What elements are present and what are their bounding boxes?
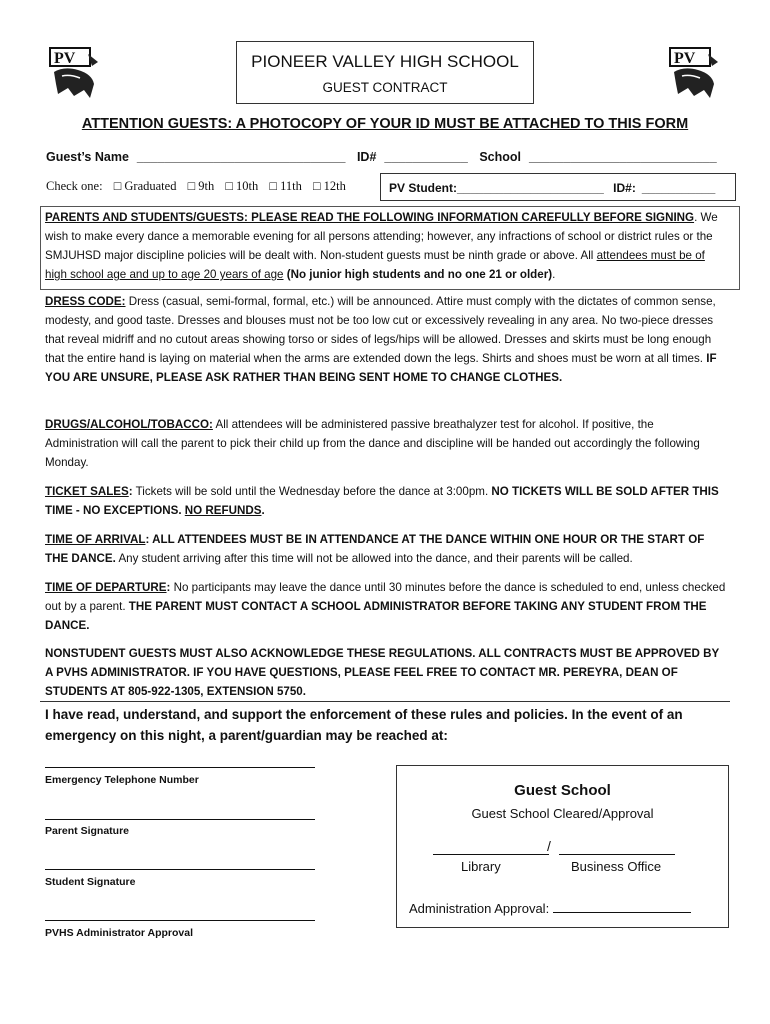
drugs-paragraph: [45, 415, 729, 472]
parent-signature-line[interactable]: [45, 819, 315, 820]
check-one-label: Check one:: [46, 179, 103, 193]
emergency-phone-label: Emergency Telephone Number: [45, 774, 199, 786]
student-signature-line[interactable]: [45, 869, 315, 870]
checkbox-11th[interactable]: □ 11th: [269, 179, 302, 193]
intro-heading: PARENTS AND STUDENTS/GUESTS: PLEASE READ THE FOLLOWING INFORMATION CAREFULLY BEFORE SIGNING: [45, 211, 695, 224]
acknowledgement-text: I have read, understand, and support the enforcement of these rules and policies. In the event of an emergency on this night, a parent/guardian may be reached at:: [45, 707, 683, 743]
no-refunds: NO REFUNDS: [184, 504, 262, 517]
emergency-phone-line[interactable]: [45, 767, 315, 768]
checkbox-10th[interactable]: □ 10th: [225, 179, 259, 193]
pv-student-label: PV Student:: [389, 181, 457, 195]
dress-code-heading: DRESS CODE:: [45, 295, 126, 308]
school-label: School: [479, 150, 521, 164]
guest-name-field[interactable]: ______________________________: [136, 150, 346, 164]
departure-colon: :: [166, 581, 171, 594]
arrival-rule: : ALL ATTENDEES MUST BE IN ATTENDANCE AT THE DANCE WITHIN ONE HOUR OR THE START OF THE DANCE.: [45, 533, 705, 565]
library-sign-line[interactable]: [433, 854, 549, 855]
departure-paragraph: [45, 578, 729, 635]
dress-code-warning: IF YOU ARE UNSURE, PLEASE ASK RATHER THAN BEING SENT HOME TO CHANGE CLOTHES.: [45, 352, 717, 384]
student-signature-label: Student Signature: [45, 876, 136, 888]
ticket-sales-paragraph: [45, 482, 729, 520]
guest-school-box: [396, 765, 729, 928]
divider: [40, 701, 730, 702]
intro-text: . We wish to make every dance a memorable evening for all persons attending; however, any infractions of school or district rules or the SMJUHSD major discipline policies will be dealt with. Non-student guests must be ninth grade or above. All: [45, 211, 718, 262]
school-logo-right-icon: [664, 44, 724, 104]
school-title: PIONEER VALLEY HIGH SCHOOL: [251, 52, 519, 71]
business-office-sign-line[interactable]: [559, 854, 675, 855]
pv-id-label: ID#:: [613, 181, 636, 195]
contract-subtitle: GUEST CONTRACT: [322, 80, 448, 95]
slash-separator: /: [547, 838, 551, 854]
checkbox-graduated[interactable]: □ Graduated: [113, 179, 177, 193]
attention-heading: ATTENTION GUESTS: A PHOTOCOPY OF YOUR ID MUST BE ATTACHED TO THIS FORM: [81, 116, 689, 132]
intro-age-rule: attendees must be of high school age and up to age 20 years of age: [45, 249, 705, 281]
drugs-text: All attendees will be administered passive breathalyzer test for alcohol. If positive, the Administration will call the parent to pick their child up from the dance and discipline will be handed out accordingly the following Monday.: [45, 418, 700, 469]
dress-code-text: Dress (casual, semi-formal, formal, etc.) will be announced. Attire must comply with the dictates of common sense, modesty, and good taste. Dresses and blouses must not be too low cut or excessively revealing in any area. No two-piece dresses that reveal midriff and no cutout areas showing torso or sides of legs/hips will be allowed. Dresses and skirts must be long enough that the entire hand is laying on material when the arms are extended down the legs. Shirts and shoes must be worn at all times.: [45, 295, 716, 365]
checkbox-9th[interactable]: □ 9th: [187, 179, 215, 193]
school-field[interactable]: ___________________________: [529, 150, 717, 164]
departure-heading: TIME OF DEPARTURE: [45, 581, 167, 594]
departure-rule: THE PARENT MUST CONTACT A SCHOOL ADMINISTRATOR BEFORE TAKING ANY STUDENT FROM THE DANCE.: [45, 600, 707, 632]
ticket-sales-heading: TICKET SALES: [45, 485, 129, 498]
administration-approval-label: Administration Approval:: [409, 901, 550, 916]
school-logo-left-icon: [44, 44, 104, 104]
guest-id-label: ID#: [356, 150, 377, 164]
ticket-end: .: [261, 504, 265, 517]
arrival-text: Any student arriving after this time will not be allowed into the dance, and their parents will be called.: [115, 552, 633, 565]
intro-end: .: [552, 268, 556, 281]
guest-name-label: Guest’s Name: [46, 150, 129, 164]
dress-code-paragraph: [45, 292, 729, 387]
arrival-heading: TIME OF ARRIVAL: [45, 533, 146, 546]
pv-student-box: [380, 173, 736, 201]
guest-school-title: Guest School: [514, 782, 611, 799]
ticket-colon: :: [128, 485, 133, 498]
library-label: Library: [461, 859, 501, 874]
arrival-paragraph: [45, 530, 729, 568]
admin-approval-line[interactable]: [45, 920, 315, 921]
svg-text:PV: PV: [674, 50, 696, 67]
guest-id-field[interactable]: ____________: [384, 150, 468, 164]
ticket-text: Tickets will be sold until the Wednesday before the dance at 3:00pm.: [132, 485, 492, 498]
nonstudent-paragraph: NONSTUDENT GUESTS MUST ALSO ACKNOWLEDGE THESE REGULATIONS. ALL CONTRACTS MUST BE APPROVED BY A PVHS ADMINISTRATOR. IF YOU HAVE QUESTIONS, PLEASE FEEL FREE TO CONTACT MR. PEREYRA, DEAN OF STUDENTS AT 805-922-1305, EXTENSION 5750.: [45, 647, 719, 698]
drugs-heading: DRUGS/ALCOHOL/TOBACCO:: [45, 418, 213, 431]
pv-id-field[interactable]: ___________: [641, 181, 716, 195]
admin-approval-label: PVHS Administrator Approval: [45, 927, 193, 939]
departure-text: No participants may leave the dance until 30 minutes before the dance is scheduled to end, unless checked out by a parent.: [45, 581, 726, 613]
parent-signature-label: Parent Signature: [45, 825, 130, 837]
intro-age-note: (No junior high students and no one 21 or older): [283, 268, 553, 281]
title-box: [236, 41, 534, 104]
svg-text:PV: PV: [54, 50, 76, 67]
administration-approval-line[interactable]: [553, 900, 691, 913]
business-office-label: Business Office: [571, 859, 662, 874]
guest-school-subtitle: Guest School Cleared/Approval: [471, 806, 654, 821]
guest-info-row: [46, 150, 725, 164]
administration-approval: [409, 900, 691, 916]
pv-student-field[interactable]: ______________________: [457, 181, 604, 195]
grade-check-row: [46, 179, 354, 194]
checkbox-12th[interactable]: □ 12th: [312, 179, 346, 193]
intro-paragraph: [45, 208, 729, 284]
ticket-warning: NO TICKETS WILL BE SOLD AFTER THIS TIME - NO EXCEPTIONS.: [45, 485, 719, 517]
